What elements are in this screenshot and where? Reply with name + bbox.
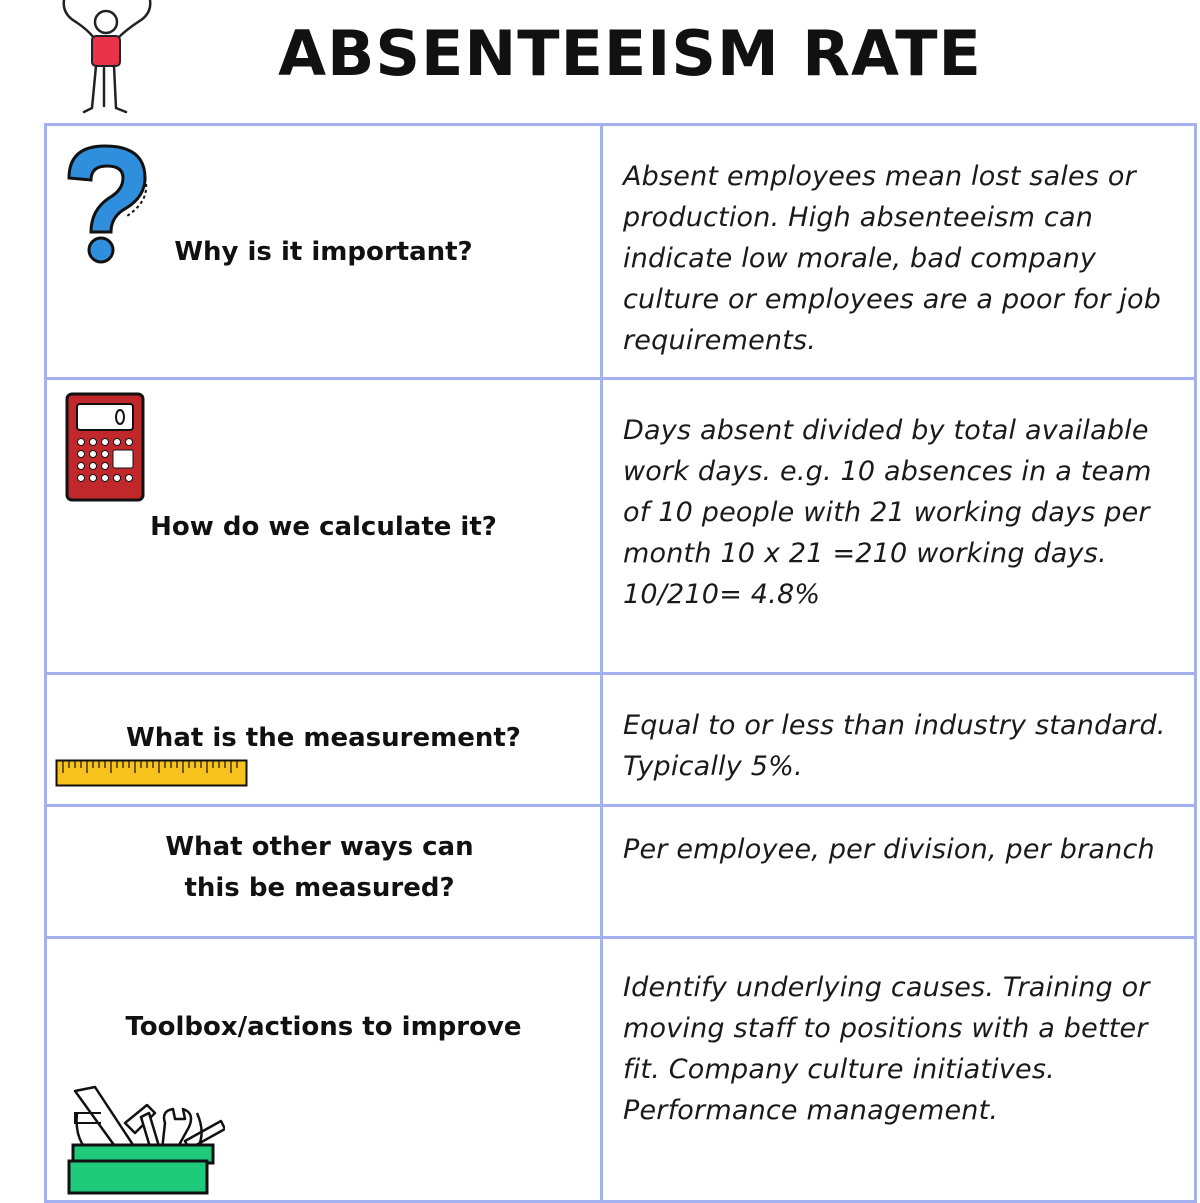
answer-cell	[602, 806, 1196, 938]
question-cell	[46, 806, 602, 938]
answer-text: Days absent divided by total available work days. e.g. 10 absences in a team of 10 people with 21 working days per month 10 x 21 =210 working days. 10/210= 4.8%	[623, 415, 1152, 610]
answer-text: Absent employees mean lost sales or production. High absenteeism can indicate low morale, bad company culture or employees are a poor for job requirements.	[623, 161, 1162, 356]
table-row	[46, 125, 1196, 379]
answer-cell	[602, 938, 1196, 1202]
answer-cell	[602, 674, 1196, 806]
table-row	[46, 938, 1196, 1202]
question-text: Why is it important?	[174, 237, 473, 267]
toolbox-icon	[65, 1083, 225, 1195]
question-cell	[46, 379, 602, 674]
question-text: How do we calculate it?	[150, 512, 497, 542]
question-cell	[46, 938, 602, 1202]
table-row	[46, 379, 1196, 674]
answer-text: Identify underlying causes. Training or moving staff to positions with a better fit. Company culture initiatives. Performance management.	[623, 972, 1150, 1126]
stick-figure-icon	[52, 0, 162, 118]
question-text: Toolbox/actions to improve	[125, 1012, 522, 1042]
question-cell	[46, 674, 602, 806]
table-row	[46, 674, 1196, 806]
page-title: ABSENTEEISM RATE	[278, 17, 982, 90]
answer-cell	[602, 379, 1196, 674]
question-text: What is the measurement?	[126, 723, 521, 753]
ruler-icon	[55, 759, 249, 789]
calculator-icon	[65, 392, 145, 502]
answer-text: Per employee, per division, per branch	[623, 834, 1155, 865]
answer-text: Equal to or less than industry standard. Typically 5%.	[623, 710, 1166, 782]
table-row	[46, 806, 1196, 938]
question-text: What other ways can this be measured?	[165, 832, 474, 903]
answer-cell	[602, 125, 1196, 379]
kpi-table	[44, 123, 1197, 1203]
question-cell	[46, 125, 602, 379]
